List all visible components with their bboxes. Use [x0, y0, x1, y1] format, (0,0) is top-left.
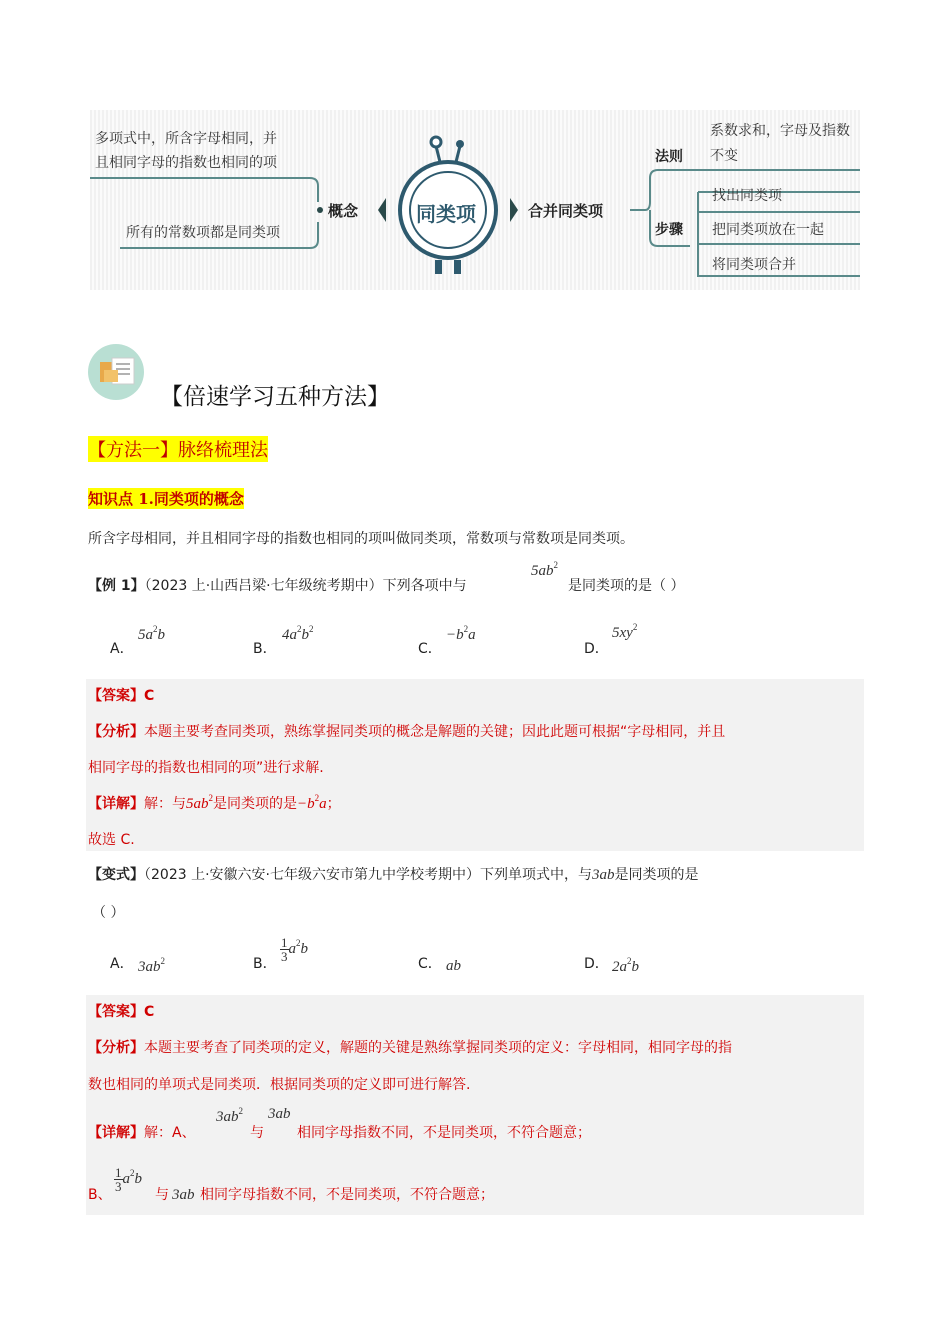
- rule-line1: 系数求和，字母及指数: [710, 123, 850, 139]
- example1-conclusion: 故选 C.: [88, 832, 135, 848]
- example1-option-b: B．: [253, 641, 277, 657]
- example1-analysis-text1: 本题主要考查同类项，熟练掌握同类项的概念是解题的关键；因此此题可根据“字母相同，并且: [144, 724, 726, 740]
- variant-source: （2023 上·安徽六安·七年级六安市第九中学校考期中）下列单项式中，与: [144, 867, 592, 883]
- variant-solution-box: [86, 995, 864, 1215]
- variant-analysis-text1: 本题主要考查了同类项的定义，解题的关键是熟练掌握同类项的定义：字母相同，相同字母的指: [144, 1040, 732, 1056]
- definition-text: 所含字母相同，并且相同字母的指数也相同的项叫做同类项，常数项与常数项是同类项。: [88, 531, 634, 547]
- example1-analysis-label: 【分析】: [88, 724, 144, 740]
- variant-detail-b-pre: B、: [88, 1187, 112, 1203]
- variant-detail-b-with: 与: [155, 1187, 169, 1203]
- variant-answer: 【答案】C: [88, 1004, 155, 1020]
- folder-icon: [88, 344, 144, 400]
- step-3: 将同类项合并: [712, 257, 796, 273]
- concept-branch-label: 概念: [328, 202, 359, 220]
- variant-detail-b-term2: 3ab: [172, 1187, 195, 1203]
- variant-detail-a-pre: 解：A、: [144, 1125, 196, 1141]
- example1-option-c: C．: [418, 641, 442, 657]
- example1-detail-end: ；: [326, 796, 341, 812]
- example1-detail-mid: 是同类项的是: [213, 796, 297, 812]
- variant-question: [88, 864, 698, 884]
- example1-detail-label: 【详解】: [88, 796, 144, 812]
- example1-option-a-term: $5a^2b$: [138, 624, 165, 643]
- example1-analysis-line2: 相同字母的指数也相同的项”进行求解.: [88, 760, 324, 776]
- variant-suffix: 是同类项的是: [614, 867, 699, 883]
- variant-option-c: C．: [418, 956, 442, 972]
- variant-detail-a-term2: 3ab: [268, 1106, 291, 1122]
- variant-detail-a-post: 相同字母指数不同，不是同类项，不符合题意；: [297, 1125, 591, 1141]
- example1-option-d: D．: [584, 641, 609, 657]
- variant-option-a-term: $3ab^2$: [138, 956, 165, 975]
- variant-option-b-term: $\frac{1}{3}$ $a^2b$: [281, 935, 308, 964]
- variant-label: 【变式】: [88, 867, 144, 883]
- steps-label: 步骤: [655, 222, 683, 238]
- example1-detail-term2: $-b^2a$: [297, 793, 327, 812]
- example1-detail: [88, 793, 341, 813]
- example1-question: [88, 575, 467, 595]
- variant-analysis-label: 【分析】: [88, 1040, 144, 1056]
- variant-detail-a-with: 与: [250, 1125, 264, 1141]
- example1-label: 【例 1】: [88, 578, 145, 594]
- variant-detail-b-post: 相同字母指数不同，不是同类项，不符合题意；: [200, 1187, 494, 1203]
- concept-2: 所有的常数项都是同类项: [126, 225, 280, 241]
- variant-target-term: 3ab: [591, 867, 615, 883]
- example1-detail-pre: 解：与: [144, 796, 186, 812]
- example1-answer: 【答案】C: [88, 688, 155, 704]
- step-2: 把同类项放在一起: [712, 222, 824, 238]
- example1-option-d-term: $5xy^2$: [612, 622, 638, 641]
- example1-option-c-term: $-b^2a$: [446, 624, 476, 643]
- variant-analysis-line2: 数也相同的单项式是同类项．根据同类项的定义即可进行解答.: [88, 1077, 471, 1093]
- variant-option-c-term: ab: [446, 958, 461, 974]
- variant-detail-label: 【详解】: [88, 1125, 144, 1141]
- variant-option-d-term: $2a^2b$: [612, 956, 639, 975]
- knowledge-point-title: 知识点 1.同类项的概念: [88, 490, 244, 508]
- concept-1-line1: 多项式中，所含字母相同，并: [95, 131, 277, 147]
- example1-source: （2023 上·山西吕梁·七年级统考期中）下列各项中与: [144, 578, 467, 594]
- section-heading: 【倍速学习五种方法】: [160, 384, 390, 410]
- method-title: 【方法一】脉络梳理法: [88, 436, 268, 462]
- merge-branch-label: 合并同类项: [528, 202, 604, 220]
- center-label: 同类项: [416, 202, 476, 226]
- example1-suffix: 是同类项的是（ ）: [568, 578, 685, 594]
- variant-option-d: D．: [584, 956, 609, 972]
- rule-line2: 不变: [710, 148, 738, 164]
- variant-detail-a-term1: $3ab^2$: [216, 1106, 243, 1125]
- concept-1-line2: 且相同字母的指数也相同的项: [95, 155, 277, 171]
- variant-paren: （ ）: [92, 905, 125, 921]
- variant-analysis-line1: [88, 1037, 732, 1057]
- variant-detail-b-term1: $\frac{1}{3}$ $a^2b$: [115, 1165, 142, 1194]
- step-1: 找出同类项: [712, 188, 782, 204]
- variant-option-b: B．: [253, 956, 277, 972]
- variant-detail-a: [88, 1122, 196, 1142]
- example1-option-b-term: $4a^2b^2$: [282, 624, 314, 643]
- rule-label: 法则: [655, 149, 683, 165]
- variant-option-a: A．: [110, 956, 134, 972]
- example1-target-term: $5ab^2$: [531, 560, 558, 579]
- example1-analysis-line1: [88, 721, 725, 741]
- example1-detail-term1: $5ab^2$: [186, 793, 213, 812]
- example1-option-a: A．: [110, 641, 134, 657]
